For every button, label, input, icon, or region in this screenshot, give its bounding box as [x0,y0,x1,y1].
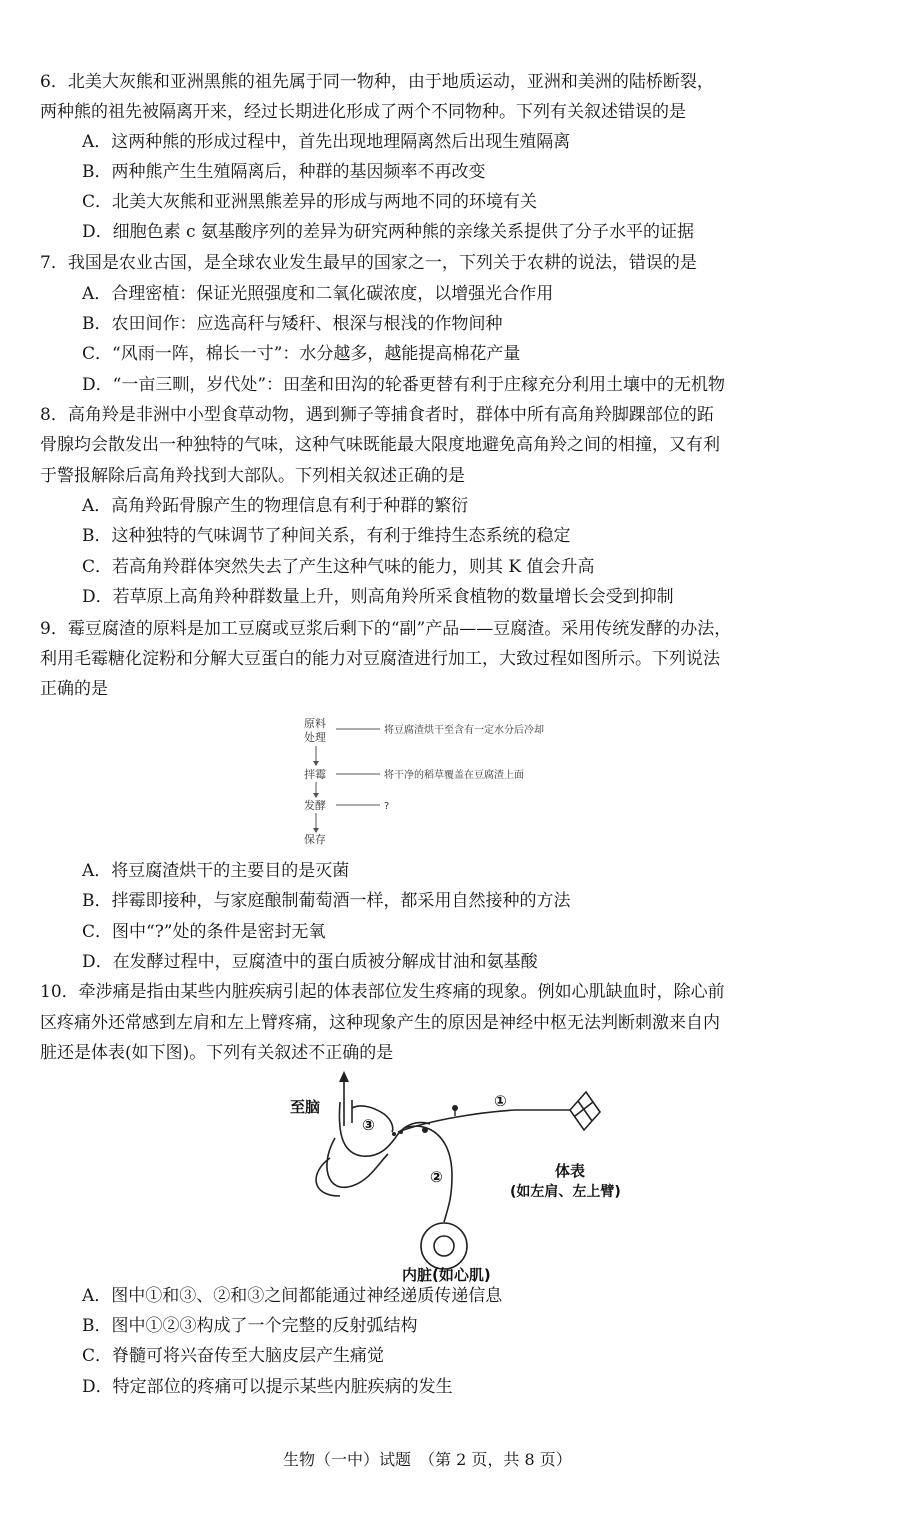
flow-step-4-label: 保存 [304,833,326,846]
flow-step-3-note: ? [384,801,390,812]
q9-stem-line-3: 正确的是 [40,679,108,699]
q8-option-a: A．高角羚跖骨腺产生的物理信息有利于种群的繁衍 [82,496,469,516]
q7-option-d: D．“一亩三甽，岁代处”：田垄和田沟的轮番更替有利于庄稼充分利用土壤中的无机物 [82,375,726,395]
page-footer: 生物（一中）试题 （第 2 页，共 8 页） [283,1450,572,1469]
synapse-dot-1 [399,1130,403,1134]
flow-step-3-label: 发酵 [304,799,326,812]
flow-step-2-label: 拌霉 [304,768,326,781]
q6-option-a: A．这两种熊的形成过程中，首先出现地理隔离然后出现生殖隔离 [82,132,571,152]
q8-stem-line-1: 8．高角羚是非洲中小型食草动物，遇到狮子等捕食者时，群体中所有高角羚脚踝部位的跖 [40,405,714,425]
flow-step-1-note: 将豆腐渣烘干至含有一定水分后冷却 [384,725,544,736]
body-surface-label: 体表 [555,1162,586,1180]
q8-option-c: C．若高角羚群体突然失去了产生这种气味的能力，则其 K 值会升高 [82,557,595,577]
spinal-cord-outline [339,1102,430,1156]
q9-option-b: B．拌霉即接种，与家庭酿制葡萄酒一样，都采用自然接种的方法 [82,891,571,911]
q9-option-c: C．图中“?”处的条件是密封无氧 [82,922,326,942]
viscera-outer-circle [421,1223,467,1269]
q6-stem-line-1: 6．北美大灰熊和亚洲黑熊的祖先属于同一物种，由于地质运动，亚洲和美洲的陆桥断裂， [40,72,714,92]
referred-pain-diagram [280,1068,680,1283]
q6-option-c: C．北美大灰熊和亚洲黑熊差异的形成与两地不同的环境有关 [82,192,538,212]
fermentation-flow-diagram [296,712,626,852]
spinal-cord-lower-outline [327,1138,388,1187]
q10-option-a: A．图中①和③、②和③之间都能通过神经递质传递信息 [82,1286,503,1306]
neuron-1-marker: ① [494,1092,507,1110]
q8-stem-line-3: 于警报解除后高角羚找到大部队。下列相关叙述正确的是 [40,466,465,486]
flow-step-1-label-a: 原料 [304,717,326,730]
q10-option-c: C．脊髓可将兴奋传至大脑皮层产生痛觉 [82,1346,385,1366]
viscera-inner-circle [434,1236,454,1256]
neuron-2-cell-body [422,1127,428,1133]
q6-option-b: B．两种熊产生生殖隔离后，种群的基因频率不再改变 [82,162,486,182]
q10-option-b: B．图中①②③构成了一个完整的反射弧结构 [82,1316,418,1336]
receptor-inner-line-2 [575,1102,593,1116]
flow-arrowhead-2 [313,793,319,798]
flow-arrowhead-1 [313,761,319,766]
to-brain-arrowhead [339,1071,349,1082]
spinal-root-curve [316,1158,340,1196]
body-surface-example-label: (如左肩、左上臂) [510,1184,621,1200]
q10-stem-line-2: 区疼痛外还常感到左肩和左上臂疼痛，这种现象产生的原因是神经中枢无法判断刺激来自内 [40,1013,720,1033]
to-brain-label: 至脑 [290,1098,321,1116]
flow-step-1-label-b: 处理 [304,731,326,744]
q8-option-b: B．这种独特的气味调节了种间关系，有利于维持生态系统的稳定 [82,526,571,546]
viscera-label: 内脏(如心肌) [402,1266,491,1283]
q7-option-b: B．农田间作：应选高秆与矮秆、根深与根浅的作物间种 [82,314,503,334]
flow-step-2-note: 将干净的稻草覆盖在豆腐渣上面 [384,770,524,781]
q8-option-d: D．若草原上高角羚种群数量上升，则高角羚所采食植物的数量增长会受到抑制 [82,587,674,607]
q7-option-c: C．“风雨一阵，棉长一寸”：水分越多，越能提高棉花产量 [82,344,521,364]
q6-option-d: D．细胞色素 c 氨基酸序列的差异为研究两种熊的亲缘关系提供了分子水平的证据 [82,222,694,242]
neuron-2-marker: ② [430,1168,443,1186]
neuron-3-marker: ③ [362,1116,375,1134]
q9-option-d: D．在发酵过程中，豆腐渣中的蛋白质被分解成甘油和氨基酸 [82,952,538,972]
neuron-2-fiber [404,1126,452,1222]
q6-stem-line-2: 两种熊的祖先被隔离开来，经过长期进化形成了两个不同物种。下列有关叙述错误的是 [40,102,686,122]
synapse-dot-2 [392,1132,396,1136]
q9-option-a: A．将豆腐渣烘干的主要目的是灭菌 [82,861,350,881]
q10-stem-line-1: 10．牵涉痛是指由某些内脏疾病引起的体表部位发生疼痛的现象。例如心肌缺血时，除心前 [40,982,725,1002]
q10-option-d: D．特定部位的疼痛可以提示某些内脏疾病的发生 [82,1377,453,1397]
q7-option-a: A．合理密植：保证光照强度和二氧化碳浓度，以增强光合作用 [82,284,554,304]
q9-stem-line-2: 利用毛霉糖化淀粉和分解大豆蛋白的能力对豆腐渣进行加工，大致过程如图所示。下列说法 [40,649,720,669]
q10-stem-line-3: 脏还是体表(如下图)。下列有关叙述不正确的是 [40,1043,394,1063]
q8-stem-line-2: 骨腺均会散发出一种独特的气味，这种气味既能最大限度地避免高角羚之间的相撞，又有利 [40,435,720,455]
q9-stem-line-1: 9．霉豆腐渣的原料是加工豆腐或豆浆后剩下的“副”产品——豆腐渣。采用传统发酵的办法， [40,619,732,639]
q7-stem-line-1: 7．我国是农业古国，是全球农业发生最早的国家之一，下列关于农耕的说法，错误的是 [40,253,697,273]
